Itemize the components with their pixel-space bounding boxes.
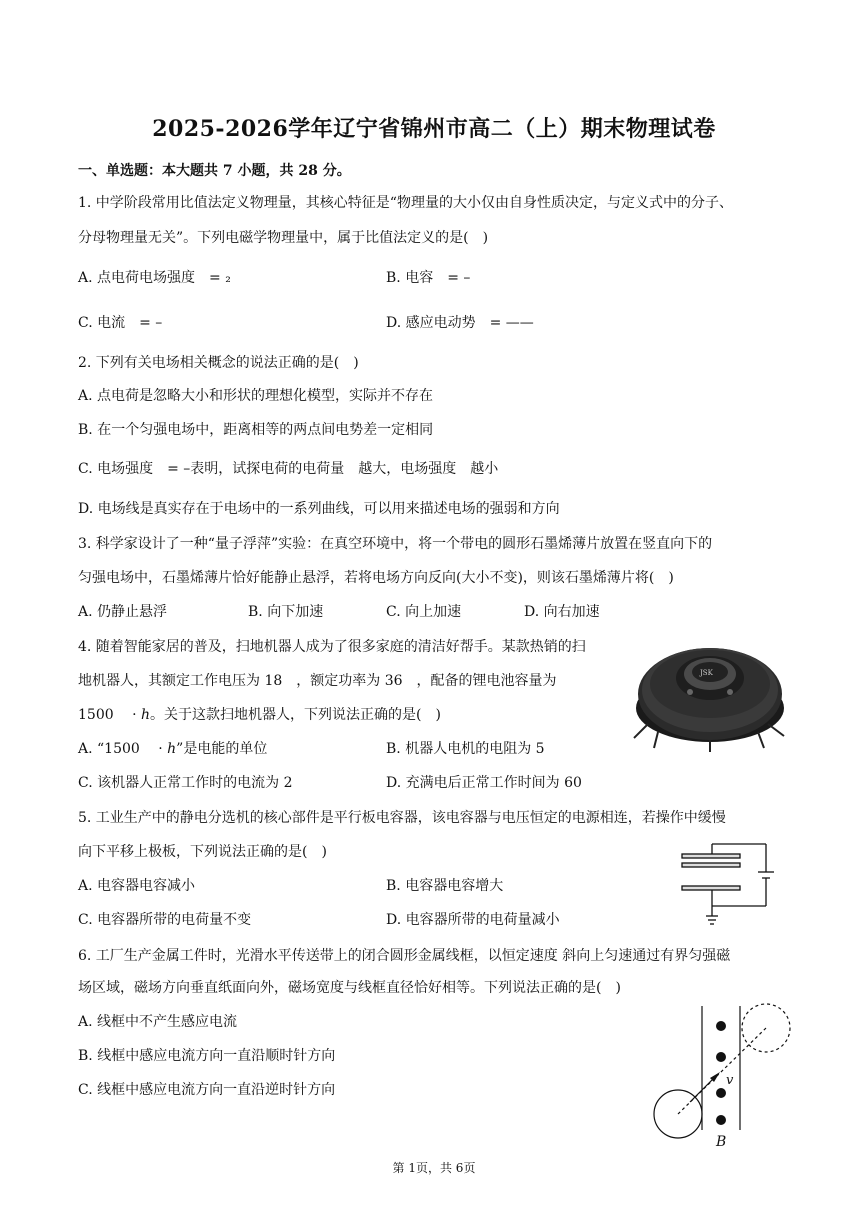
q3-stem-line1: 3. 科学家设计了一种“量子浮萍”实验：在真空环境中，将一个带电的圆形石墨烯薄片放置在竖直向下的 — [78, 536, 713, 552]
velocity-label: v — [726, 1073, 734, 1088]
q5-option-c: C. 电容器所带的电荷量不变 — [78, 912, 252, 928]
field-label: B — [716, 1134, 727, 1150]
q1-option-c: C. 电流 = – — [78, 315, 163, 331]
q5-option-a: A. 电容器电容减小 — [78, 878, 196, 894]
q4-option-c: C. 该机器人正常工作时的电流为 2 — [78, 775, 293, 791]
q2-option-d: D. 电场线是真实存在于电场中的一系列曲线，可以用来描述电场的强弱和方向 — [78, 501, 560, 517]
q2-option-b: B. 在一个匀强电场中，距离相等的两点间电势差一定相同 — [78, 422, 434, 438]
q5-option-d: D. 电容器所带的电荷量减小 — [386, 912, 560, 928]
q4-option-b: B. 机器人电机的电阻为 5 — [386, 741, 545, 757]
q3-option-a: A. 仍静止悬浮 — [78, 604, 168, 620]
q4-stem-line2: 地机器人，其额定工作电压为 18 ，额定功率为 36 ，配备的锂电池容量为 — [78, 673, 557, 689]
capacitor-circuit-diagram — [676, 836, 776, 928]
q6-stem-line1: 6. 工厂生产金属工件时，光滑水平传送带上的闭合圆形金属线框，以恒定速度 斜向上匀速通过有界匀强磁 — [78, 948, 731, 964]
section-heading: 一、单选题：本大题共 7 小题，共 28 分。 — [78, 163, 351, 179]
q3-stem-line2: 匀强电场中，石墨烯薄片恰好能静止悬浮，若将电场方向反向(大小不变)，则该石墨烯薄片将( ) — [78, 570, 674, 586]
q5-stem-line1: 5. 工业生产中的静电分选机的核心部件是平行板电容器，该电容器与电压恒定的电源相连，若操作中缓慢 — [78, 810, 726, 826]
q6-option-b: B. 线框中感应电流方向一直沿顺时针方向 — [78, 1048, 336, 1064]
q1-stem-line2: 分母物理量无关”。下列电磁学物理量中，属于比值法定义的是( ) — [78, 230, 489, 246]
q4-option-d: D. 充满电后正常工作时间为 60 — [386, 775, 582, 791]
q1-option-b: B. 电容 = – — [386, 270, 471, 286]
q2-option-c: C. 电场强度 = –表明，试探电荷的电荷量 越大，电场强度 越小 — [78, 461, 499, 477]
q6-stem-line2: 场区域，磁场方向垂直纸面向外，磁场宽度与线框直径恰好相等。下列说法正确的是( ) — [78, 980, 621, 996]
q1-option-d: D. 感应电动势 = —— — [386, 315, 534, 331]
magnetic-field-diagram — [650, 1002, 800, 1150]
page-footer: 第 1页，共 6页 — [392, 1161, 476, 1175]
q2-option-a: A. 点电荷是忽略大小和形状的理想化模型，实际并不存在 — [78, 388, 434, 404]
q6-option-c: C. 线框中感应电流方向一直沿逆时针方向 — [78, 1082, 336, 1098]
page-title: 2025-2026学年辽宁省锦州市高二（上）期末物理试卷 — [152, 116, 716, 142]
q3-option-b: B. 向下加速 — [248, 604, 324, 620]
q4-stem-line3: 1500 · ℎ。关于这款扫地机器人，下列说法正确的是( ) — [78, 707, 441, 723]
q3-option-c: C. 向上加速 — [386, 604, 462, 620]
q3-option-d: D. 向右加速 — [524, 604, 600, 620]
robot-vacuum-image — [628, 628, 788, 753]
svg-text:JSK: JSK — [700, 669, 713, 677]
q6-option-a: A. 线框中不产生感应电流 — [78, 1014, 238, 1030]
q1-stem-line1: 1. 中学阶段常用比值法定义物理量，其核心特征是“物理量的大小仅由自身性质决定，与定义式中的分子、 — [78, 195, 733, 211]
q1-option-a: A. 点电荷电场强度 = ₂ — [78, 270, 231, 286]
q5-stem-line2: 向下平移上极板，下列说法正确的是( ) — [78, 844, 327, 860]
q4-option-a: A. “1500 · ℎ”是电能的单位 — [78, 741, 268, 757]
q2-stem: 2. 下列有关电场相关概念的说法正确的是( ) — [78, 355, 359, 371]
q4-stem-line1: 4. 随着智能家居的普及，扫地机器人成为了很多家庭的清洁好帮手。某款热销的扫 — [78, 639, 586, 655]
q5-option-b: B. 电容器电容增大 — [386, 878, 504, 894]
